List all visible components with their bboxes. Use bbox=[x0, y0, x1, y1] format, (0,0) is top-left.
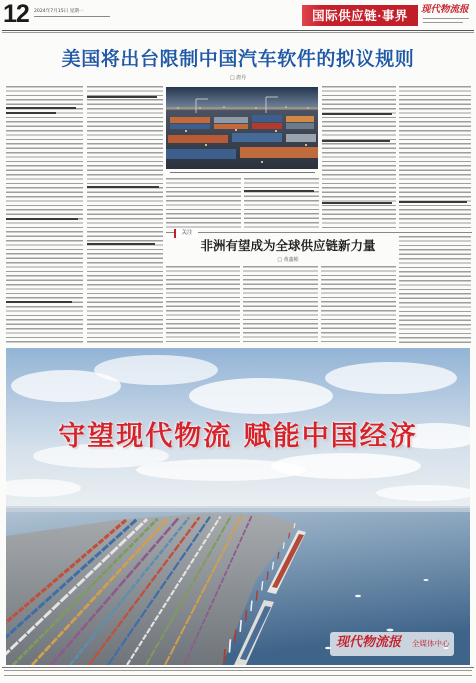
issue-date: 2024年7月15日 星期一 bbox=[34, 9, 84, 14]
article-1-subheading bbox=[6, 107, 76, 109]
feature-slogan: 守望现代物流 赋能中国经济 bbox=[58, 421, 418, 452]
port-night-photo-graphic bbox=[166, 87, 318, 169]
masthead-logo: 现代物流报 bbox=[421, 4, 469, 15]
article-1-subheading bbox=[6, 218, 78, 220]
article-1-column bbox=[322, 86, 396, 228]
masthead-subline bbox=[423, 22, 463, 23]
page-number: 12 bbox=[3, 0, 29, 28]
article-1-column bbox=[87, 86, 163, 345]
footer-info-line bbox=[4, 670, 472, 671]
port-aerial-photo bbox=[6, 348, 470, 665]
section-banner: 国际供应链·事界 bbox=[302, 5, 418, 26]
crane bbox=[224, 649, 225, 663]
article-1-column bbox=[6, 86, 83, 345]
footer-rule bbox=[2, 667, 474, 668]
article-1-column bbox=[166, 178, 241, 228]
article-1-column bbox=[399, 86, 471, 228]
article-2-separator bbox=[166, 232, 472, 233]
article-1-subheading bbox=[87, 96, 157, 98]
article-1-column bbox=[244, 178, 319, 228]
editor-info-line bbox=[34, 16, 110, 17]
article-2-headline: 非洲有望成为全球供应链新力量 bbox=[200, 238, 376, 253]
article-1-subheading bbox=[322, 113, 392, 115]
port-aerial-graphic bbox=[6, 348, 470, 665]
article-2-column bbox=[166, 266, 240, 345]
article-1-byline: □ 唐丹 bbox=[229, 75, 247, 81]
horizon-haze bbox=[6, 506, 470, 512]
article-1-subheading bbox=[87, 186, 159, 188]
crane bbox=[256, 591, 257, 601]
article-1-subheading bbox=[244, 190, 314, 192]
crane bbox=[229, 639, 230, 652]
article-2-byline: □ 黄鑫彬 bbox=[277, 257, 299, 263]
masthead-subline bbox=[423, 18, 469, 19]
article-2-column bbox=[399, 236, 471, 345]
container-stacks bbox=[166, 115, 318, 159]
article-1-subheading bbox=[87, 243, 155, 245]
crane bbox=[235, 630, 236, 643]
article-1-headline: 美国将出台限制中国汽车软件的拟议规则 bbox=[61, 48, 415, 70]
article-1-subheading bbox=[399, 201, 467, 203]
header-rule bbox=[2, 32, 474, 33]
header-rule bbox=[2, 30, 474, 31]
crane bbox=[251, 601, 252, 612]
crane bbox=[240, 620, 241, 632]
article-2-column bbox=[243, 266, 318, 345]
article-1-subheading bbox=[6, 301, 72, 303]
port-night-photo bbox=[166, 87, 318, 169]
article-1-subheading bbox=[322, 202, 392, 204]
article-2-column bbox=[321, 266, 396, 345]
media-logo: 现代物流报 bbox=[336, 635, 402, 650]
article-1-subheading bbox=[322, 140, 390, 142]
photo-caption-line bbox=[170, 172, 315, 173]
footer-info-line bbox=[4, 675, 472, 676]
crane bbox=[246, 610, 247, 621]
media-logo-subtitle: 全媒体中心 bbox=[412, 639, 450, 648]
article-1-subheading bbox=[6, 112, 56, 114]
article-2-tag: 关注 bbox=[174, 229, 198, 238]
